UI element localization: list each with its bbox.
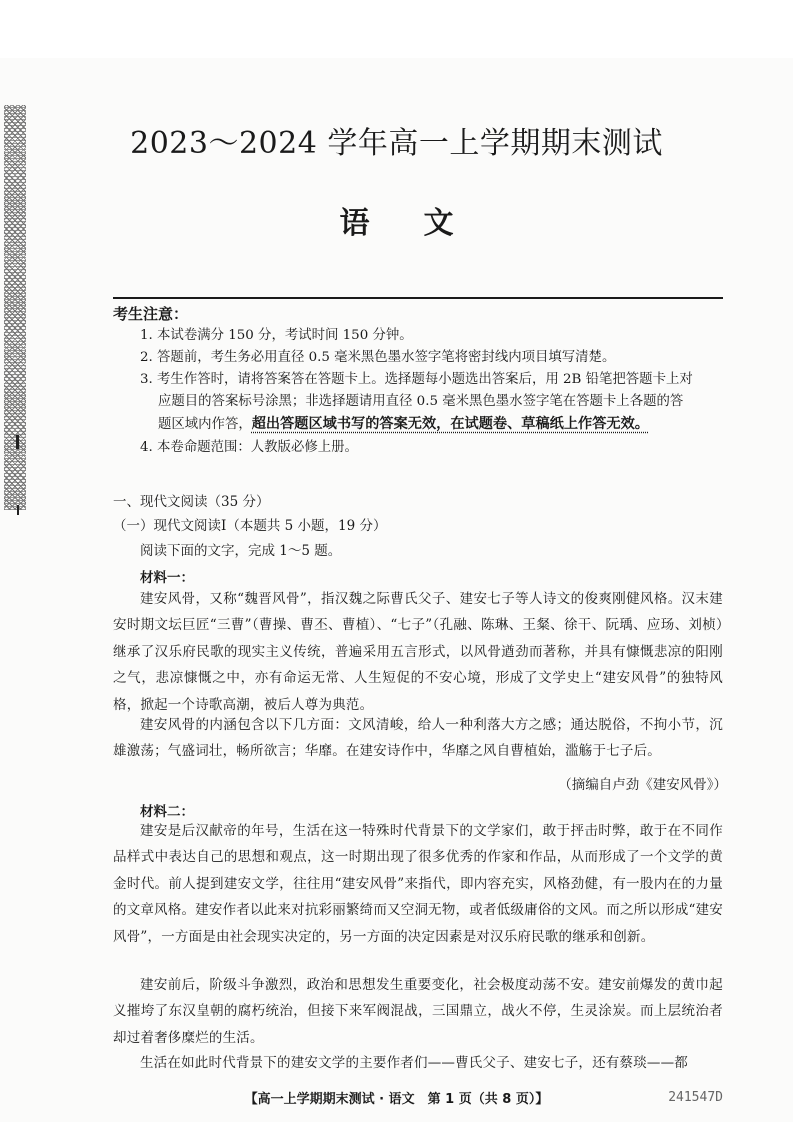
subsection-heading: （一）现代文阅读Ⅰ（本题共 5 小题，19 分） xyxy=(113,518,387,534)
notice-item-3-line-3 xyxy=(158,413,733,436)
notice-item-3-text: 题区域内作答， xyxy=(158,417,252,432)
binding-strip xyxy=(4,105,26,510)
material-1-paragraph-1: 建安风骨，又称“魏晋风骨”，指汉魏之际曹氏父子、建安七子等人诗文的俊爽刚健风格。汉末建安时期文坛巨匠“三曹”（曹操、曹丕、曹植）、“七子”（孔融、陈琳、王粲、徐干、阮瑀、应玚、刘桢）继承了汉乐府民歌的现实主义传统，普遍采用五言形式，以风骨遒劲而著称，并具有慷慨悲凉的阳刚之气，悲凉慷慨之中，亦有命运无常、人生短促的不安心境，形成了文学史上“建安风骨”的独特风格，掀起一个诗歌高潮，被后人尊为典范。 xyxy=(113,591,723,713)
notice-heading: 考生注意： xyxy=(113,305,189,323)
material-1-label: 材料一： xyxy=(140,570,194,586)
notice-item-3-line-2: 应题目的答案标号涂黑；非选择题请用直径 0.5 毫米黑色墨水签字笔在答题卡上各题的答 xyxy=(158,394,684,409)
page-footer: 【高一上学期期末测试 · 语文 第 1 页（共 8 页）】 xyxy=(244,1092,549,1107)
header-divider xyxy=(113,297,723,299)
material-2-paragraph-3: 生活在如此时代背景下的建安文学的主要作者们——曹氏父子、建安七子，还有蔡琰——都 xyxy=(140,1055,688,1071)
binding-mark xyxy=(17,505,19,515)
material-1-source: （摘编自卢劲《建安风骨》） xyxy=(558,777,727,793)
material-2-label: 材料二： xyxy=(140,804,194,820)
material-2-paragraph-2: 建安前后，阶级斗争激烈，政治和思想发生重要变化，社会极度动荡不安。建安前爆发的黄巾起义摧垮了东汉皇朝的腐朽统治，但接下来军阀混战，三国鼎立，战火不停，生灵涂炭。而上层统治者却过着奢侈糜烂的生活。 xyxy=(113,977,723,1046)
notice-emphasis: 超出答题区域书写的答案无效，在试题卷、草稿纸上作答无效。 xyxy=(251,416,649,432)
material-2-paragraph-1: 建安是后汉献帝的年号，生活在这一特殊时代背景下的文学家们，敢于抨击时弊，敢于在不同作品样式中表达自己的思想和观点，这一时期出现了很多优秀的作家和作品，从而形成了一个文学的黄金时代。前人提到建安文学，往往用“建安风骨”来指代，即内容充实，风格劲健，有一股内在的力量的文章风格。建安作者以此来对抗彩丽繁绮而又空洞无物，或者低级庸俗的文风。而之所以形成“建安风骨”，一方面是由社会现实决定的，另一方面的决定因素是对汉乐府民歌的继承和创新。 xyxy=(113,823,723,945)
notice-item-4: 4. 本卷命题范围：人教版必修上册。 xyxy=(140,440,358,455)
notice-item-2: 2. 答题前，考生务必用直径 0.5 毫米黑色墨水签字笔将密封线内项目填写清楚。 xyxy=(140,350,616,365)
exam-title: 2023～2024 学年高一上学期期末测试 xyxy=(130,126,663,161)
reading-instruction: 阅读下面的文字，完成 1～5 题。 xyxy=(140,543,342,559)
material-1-paragraph-2: 建安风骨的内涵包含以下几方面：文风清峻，给人一种利落大方之感；通达脱俗，不拘小节，沉雄激荡；气盛词壮，畅所欲言；华靡。在建安诗作中，华靡之风自曹植始，滥觞于七子后。 xyxy=(113,717,723,760)
notice-item-1: 1. 本试卷满分 150 分，考试时间 150 分钟。 xyxy=(140,328,413,343)
subject-title: 语文 xyxy=(339,206,508,241)
section-heading: 一、现代文阅读（35 分） xyxy=(113,494,270,510)
binding-mark xyxy=(16,435,19,449)
notice-item-3-line-1: 3. 考生作答时，请将答案答在答题卡上。选择题每小题选出答案后，用 2B 铅笔把答题卡上对 xyxy=(140,372,693,387)
scan-margin xyxy=(0,0,793,58)
exam-code: 241547D xyxy=(668,1090,723,1105)
